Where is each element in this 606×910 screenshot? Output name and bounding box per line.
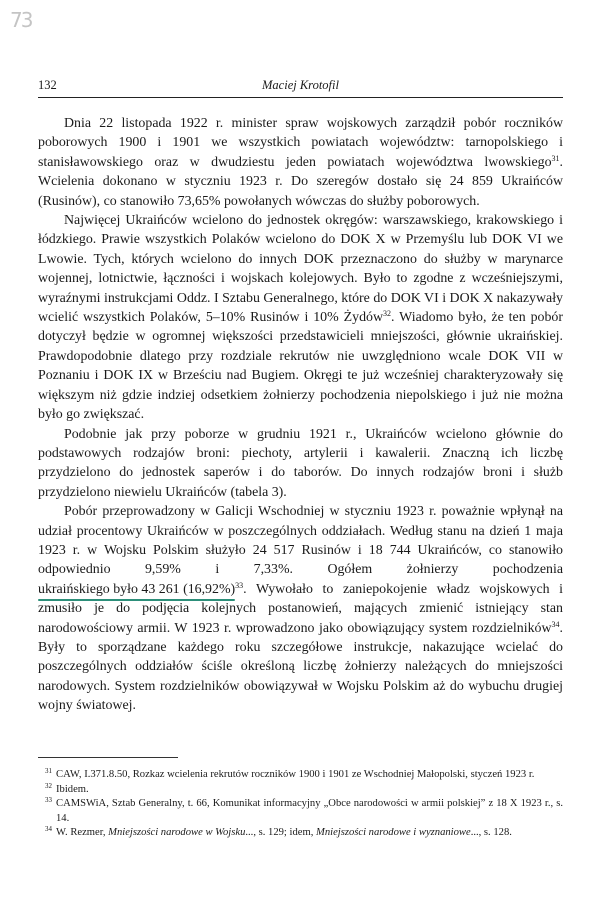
footnote-number bbox=[38, 826, 56, 841]
footnote bbox=[38, 783, 563, 798]
paragraph bbox=[38, 114, 563, 211]
footnote-number-label: 31 bbox=[45, 767, 52, 775]
footnote bbox=[38, 826, 563, 841]
footnote bbox=[38, 768, 563, 783]
italic-title: Mniejszości narodowe i wyznaniowe bbox=[316, 827, 471, 839]
text-run: . Były to sporządzane każdego roku szczegółowe instrukcje, nakazujące wcielać do poszczególnych oddziałów ściśle określoną liczbę żołnierzy należących do mniejszości narodowych. System rozdzielników obowiązywał w Wojsku Polskim aż do wybuchu drugiej wojny światowej. bbox=[38, 620, 563, 714]
text-run: Pobór przeprowadzony w Galicji Wschodniej w styczniu 1923 r. poważnie wpłynął na udział procentowy Ukraińców w poszczególnych oddziałach. Według stanu na dzień 1 maja 1923 r. w Wojsku Polskim służyło 24 517 Rusinów i 18 744 Ukraińców, co stanowiło odpowiednio 9,59% i 7,33%. Ogółem żołnierzy pochodzenia bbox=[38, 504, 563, 578]
text-run: . Wcielenia dokonano w styczniu 1923 r. Do szeregów dostało się 24 859 Ukraińców (Rusinów), co stanowiło 73,65% powołanych wówczas do służby poborowych. bbox=[38, 154, 563, 209]
footnote-reference: 34 bbox=[551, 619, 560, 629]
footnote-number-label: 33 bbox=[45, 796, 52, 805]
text-run: CAMSWiA, Sztab Generalny, t. 66, Komunikat informacyjny „Obce narodowości w armii polskiej” z 18 X 1923 r., s. 14. bbox=[56, 798, 563, 824]
footnote-reference: 33 bbox=[235, 580, 244, 590]
text-run: CAW, I.371.8.50, Rozkaz wcielenia rekrutów roczników 1900 i 1901 ze Wschodniej Małopolski, styczeń 1923 r. bbox=[56, 769, 535, 780]
handwritten-annotation: 73 bbox=[10, 8, 32, 32]
text-run: . Wywołało to zaniepokojenie władz wojskowych i zmusiło je do podjęcia kolejnych postanowień, mających zmienić istniejący stan narodowościowy armii. W 1923 r. wprowadzono jako obowiązujący system rozdzielników bbox=[38, 581, 563, 636]
footnote-reference: 31 bbox=[551, 153, 560, 163]
running-head bbox=[38, 78, 563, 96]
paragraph bbox=[38, 211, 563, 424]
footnote-number-label: 34 bbox=[45, 825, 52, 834]
text-run: Najwięcej Ukraińców wcielono do jednostek okręgów: warszawskiego, krakowskiego i łódzkiego. Prawie wszystkich Polaków wcielono do DOK X w Przemyślu lub DOK VI we Lwowie. Tych, których wcielono do innych DOK przeznaczono do służby w marynarce wojennej, lotnictwie, łączności i wojskach kolejowych. Było to zgodne z wcześniejszymi, wyraźnymi instrukcjami Oddz. I Sztabu Generalnego, które do DOK VI i DOK X nakazywały wcielić wszystkich Polaków, 5–10% Rusinów i 10% Żydów bbox=[38, 213, 563, 326]
footnote-reference: 32 bbox=[383, 309, 391, 319]
text-run: Podobnie jak przy poborze w grudniu 1921 r., Ukraińców wcielono głównie do podstawowych rodzajów broni: piechoty, artylerii i kawalerii. Znaczną ich liczbę przydzielono do jednostek saperów i do taborów. Do innych rodzajów broni i służb przydzielono niewielu Ukraińców (tabela 3). bbox=[38, 426, 563, 500]
footnote-number bbox=[38, 783, 56, 798]
text-run: . Wiadomo było, że ten pobór dotyczył będzie w ogromnej większości przedstawicieli mniejszości, głównie ukraińskiej. Prawdopodobnie dlatego przy rozdziale rekrutów nie uwzględniono wcale DOK VII w Poznaniu i DOK IX w Brześciu nad Bugiem. Okręgi te już wcześniej charakteryzowały się większym niż gdzie indziej odsetkiem żołnierzy pochodzenia niepolskiego i już nie można było go zwiększać. bbox=[38, 310, 563, 423]
italic-title: Mniejszości narodowe w Wojsku bbox=[108, 827, 246, 839]
running-title: Maciej Krotofil bbox=[262, 78, 339, 92]
text-run: Ibidem. bbox=[56, 783, 89, 795]
text-run: ..., s. 129; idem, bbox=[245, 827, 316, 839]
text-run: Dnia 22 listopada 1922 r. minister spraw wojskowych zarządził pobór roczników poborowych 1900 i 1901 we wszystkich powiatach województw: tarnopolskiego i stanisławowskiego oraz w dwudziestu jeden powiatach województwa lwowskiego bbox=[38, 116, 563, 170]
header-rule bbox=[38, 97, 563, 98]
paragraph bbox=[38, 425, 563, 503]
footnote-rule bbox=[38, 757, 178, 758]
text-run: ..., s. 128. bbox=[470, 827, 512, 839]
footnote bbox=[38, 797, 563, 826]
text-run: W. Rezmer, bbox=[56, 827, 109, 839]
footnote-number bbox=[38, 797, 56, 812]
highlighted-text: ukraińskiego było 43 261 (16,92%) bbox=[38, 580, 235, 599]
footnotes bbox=[38, 768, 563, 841]
page-number: 132 bbox=[38, 78, 57, 92]
body-text bbox=[38, 114, 563, 716]
footnote-number bbox=[38, 768, 56, 783]
footnote-number-label: 32 bbox=[45, 781, 52, 790]
paragraph bbox=[38, 502, 563, 715]
